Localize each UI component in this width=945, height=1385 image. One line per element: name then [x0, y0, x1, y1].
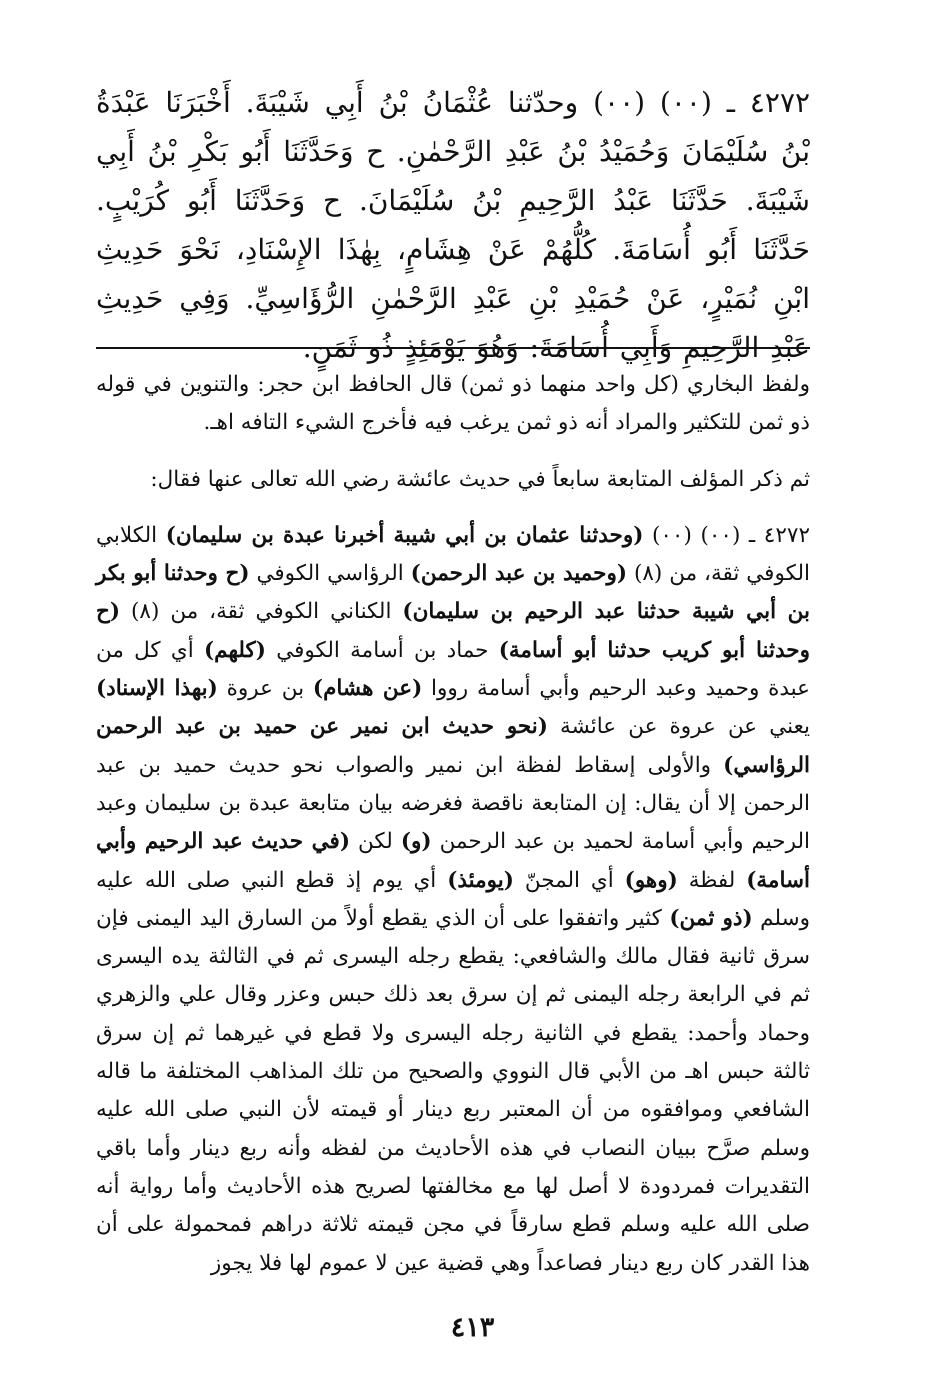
matn-quote: (و)	[400, 829, 432, 855]
explanation: أي يوم إذ قطع النبي صلى الله عليه وسلم	[96, 867, 810, 931]
matn-quote: (كلهم)	[204, 637, 266, 663]
explanation: الرؤاسي الكوفي	[249, 561, 411, 587]
explanation: لكن	[350, 829, 401, 855]
explanation: الكناني الكوفي ثقة، من (٨)	[120, 599, 403, 625]
page-number: ٤١٣	[450, 1312, 495, 1343]
matn-quote: (يومئذ)	[447, 867, 514, 893]
explanation: لفظة	[677, 867, 747, 893]
hadith-text: ٤٢٧٢ ـ (٠٠) (٠٠) وحدّثنا عُثْمَانُ بْنُ أَبِي شَيْبَةَ. أَخْبَرَنَا عَبْدَةُ بْنُ سُلَيْمَانَ وَحُمَيْدُ بْنُ عَبْدِ الرَّحْمٰنِ. ح وَحَدَّثَنَا أَبُو بَكْرِ بْنُ أَبِي شَيْبَةَ. حَدَّثَنَا عَبْدُ الرَّحِيمِ بْنُ سُلَيْمَانَ. ح وَحَدَّثَنَا أَبُو كُرَيْبٍ. حَدَّثَنَا أَبُو أُسَامَةَ. كُلُّهُمْ عَنْ هِشَامٍ، بِهٰذَا الإِسْنَادِ، نَحْوَ حَدِيثِ ابْنِ نُمَيْرٍ، عَنْ حُمَيْدِ بْنِ عَبْدِ الرَّحْمٰنِ الرُّؤَاسِيِّ. وَفِي حَدِيثِ عَبْدِ الرَّحِيمِ وَأَبِي أُسَامَةَ: وَهُوَ يَوْمَئِذٍ ذُو ثَمَنٍ.	[96, 86, 811, 364]
explanation: أي المجنّ	[513, 867, 625, 893]
explanation: والأولى إسقاط لفظة ابن نمير والصواب نحو حديث حميد بن عبد الرحمن إلا أن يقال: إن المتابعة ناقصة فغرضه بيان متابعة عبدة بن سليمان وعبد الرحيم وأبي أسامة لحميد بن عبد الرحمن	[96, 752, 810, 855]
matn-quote: (بهذا الإسناد)	[96, 676, 218, 702]
explanation: يعني عن عروة عن عائشة	[547, 714, 810, 740]
matn-quote: (وهو)	[624, 867, 678, 893]
footnote-divider	[96, 347, 810, 349]
explanation: أي كل من عبدة وحميد وعبد الرحيم وأبي أسامة رووا	[96, 637, 810, 702]
explanation: حماد بن أسامة الكوفي	[265, 637, 499, 663]
commentary-paragraph-2	[96, 517, 810, 1283]
explanation: بن عروة	[217, 676, 313, 702]
hadith-number: ٤٢٧٢ ـ (٠٠) (٠٠)	[643, 522, 810, 548]
matn-quote: (ح وحدثنا أبو بكر بن أبي شيبة حدثنا عبد الرحيم بن سليمان)	[96, 561, 811, 625]
matn-quote: (وحميد بن عبد الرحمن)	[410, 561, 628, 587]
explanation: كثير واتفقوا على أن الذي يقطع أولاً من السارق اليد اليمنى فإن سرق ثانية فقال مالك والشافعي: يقطع رجله اليسرى ثم في الثالثة يده اليسرى ثم في الرابعة رجله اليمنى ثم إن سرق بعد ذلك حبس وعزر وقال علي والزهري وحماد وأحمد: يقطع في الثانية رجله اليسرى ولا قطع في غيرهما ثم إن سرق ثالثة حبس اهـ من الأبي قال النووي والصحيح من تلك المذاهب المختلفة ما قاله الشافعي وموافقوه من أن المعتبر ربع دينار أو قيمته لأن النبي صلى الله عليه وسلم صرَّح ببيان النصاب في هذه الأحاديث من لفظه وأنه ربع دينار وأما باقي التقديرات فمردودة لا أصل لها مع مخالفتها لصريح هذه الأحاديث وأما رواية أنه صلى الله عليه وسلم قطع سارقاً في مجن قيمته ثلاثة دراهم فمحمولة على أن هذا القدر كان ربع دينار فصاعداً وهي قضية عين لا عموم لها فلا يجوز	[96, 905, 810, 1276]
commentary-intro: ثم ذكر المؤلف المتابعة سابعاً في حديث عائشة رضي الله تعالى عنها فقال:	[150, 466, 810, 492]
explanation: الكلابي الكوفي ثقة، من (٨)	[96, 522, 810, 587]
matn-quote: (ذو ثمن)	[669, 905, 753, 931]
commentary-paragraph-1: ولفظ البخاري (كل واحد منهما ذو ثمن) قال الحافظ ابن حجر: والتنوين في قوله ذو ثمن للتكثير والمراد أنه ذو ثمن يرغب فيه فأخرج الشيء التافه اهـ.	[96, 372, 810, 436]
matn-quote: (في حديث عبد الرحيم وأبي أسامة)	[96, 829, 810, 893]
matn-quote: (عن هشام)	[312, 676, 423, 702]
matn-quote: (وحدثنا عثمان بن أبي شيبة أخبرنا عبدة بن سليمان)	[165, 522, 644, 548]
matn-quote: (نحو حديث ابن نمير عن حميد بن عبد الرحمن الرؤاسي)	[96, 714, 810, 778]
matn-quote: (ح وحدثنا أبو كريب حدثنا أبو أسامة)	[96, 599, 810, 663]
commentary	[96, 366, 810, 1283]
